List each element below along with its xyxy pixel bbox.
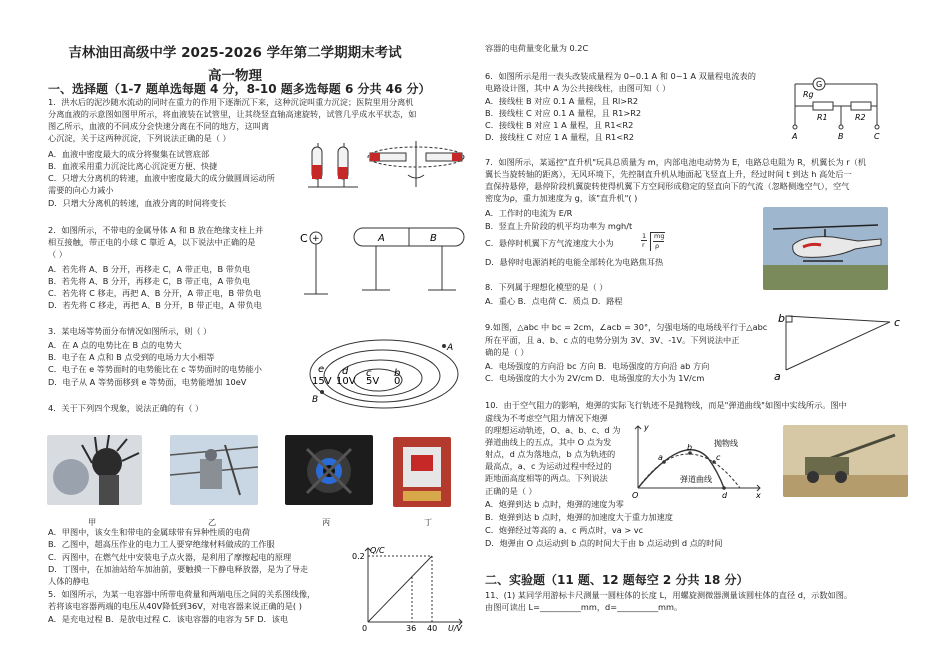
caption-yi: 乙 <box>208 517 217 527</box>
q1-stem-line: 图乙所示，血液的不同成分会快速分离在不同的地方，这叫离 <box>48 121 270 131</box>
x-axis-label: U/V <box>448 624 463 632</box>
q6-option: C．接线柱 B 对应 1 A 量程，且 R1<R2 <box>485 120 634 130</box>
q4-option: B．乙图中，超高压作业的电力工人要穿绝缘材料做成的工作服 <box>48 539 275 549</box>
q9-option: C．电场强度的大小为 2V/cm D．电场强度的大小为 1V/cm <box>485 373 705 383</box>
q11-stem-line: 由图可读出 L=__________mm，d=__________mm。 <box>485 602 683 612</box>
label-0v: 0 <box>394 376 401 387</box>
point-a-label: a <box>658 453 663 462</box>
q10-option: C．炮弹经过等高的 a、c 两点时，va > vc <box>485 525 644 535</box>
galvanometer-label: G <box>816 80 823 89</box>
q2-stem-line: （ ） <box>48 249 67 259</box>
point-d-label: d <box>722 491 728 500</box>
q7-option: C．悬停时机翼下方气流速度大小为 <box>485 238 614 248</box>
q7-option: D．悬停时电源消耗的电能全部转化为电路焦耳热 <box>485 257 664 267</box>
label-c: C <box>300 232 308 245</box>
terminal-c: C <box>874 132 880 141</box>
q1-stem-line: 1．洪水后的泥沙随水流动的同时在重力的作用下逐渐沉下来，这种沉淀叫重力沉淀；医院里用分离机 <box>48 97 414 107</box>
label-b: b <box>394 368 401 379</box>
triangle-figure <box>770 308 910 384</box>
q10-stem-line: 的理想运动轨迹，O、a、b、c、d 为 <box>485 425 621 435</box>
point-c-label: c <box>716 453 721 462</box>
q1-option: 需要的向心力减小 <box>48 185 114 195</box>
equipotential-figure <box>304 328 464 410</box>
q2-stem-line: 相互接触，带正电的小球 C 靠近 A，以下说法中正确的是 <box>48 237 256 247</box>
q3-option: A．在 A 点的电势比在 B 点的电势大 <box>48 340 182 350</box>
vertex-b: b <box>778 312 785 325</box>
q8-option: A．重心 B．点电荷 C．质点 D．路程 <box>485 296 623 306</box>
q10-stem-line: 弹道曲线上的五点，其中 O 点为发 <box>485 437 612 447</box>
q8-stem-line: 8．下列属于理想化模型的是（ ） <box>485 282 608 292</box>
q2-option: B．若先将 A、B 分开，再移走 C，B 带正电，A 带负电 <box>48 276 251 286</box>
x-tick: 0 <box>362 624 368 632</box>
q4-option: 人体的静电 <box>48 576 89 586</box>
label-c: c <box>366 368 372 379</box>
point-a <box>442 344 446 348</box>
q2-option: D．若先将 C 移走，再把 A、B 分开，B 带正电，A 带负电 <box>48 300 262 310</box>
q1-option: B．血液采用重力沉淀比离心沉淀更方便、快捷 <box>48 161 218 171</box>
q1-stem-line: 心沉淀，关于这两种沉淀，下列说法正确的是（ ） <box>48 133 231 143</box>
q7-frac-bot: ρ <box>655 242 660 250</box>
q7-option: A．工作时的电流为 E/R <box>485 208 573 218</box>
q7-stem-line: 7．如图所示，某遥控"直升机"玩具总质量为 m，内部电池电动势为 E，电路总电阻为 R，机翼长为 r（机 <box>485 157 867 167</box>
trajectory-figure <box>628 422 766 500</box>
q3-option: D．电子从 A 等势面移到 e 等势面，电势能增加 10eV <box>48 377 247 387</box>
q10-option: B．炮弹到达 b 点时，炮弹的加速度大于重力加速度 <box>485 512 673 522</box>
terminal-b: B <box>838 132 844 141</box>
label-B: B <box>312 395 319 405</box>
q10-stem-line: 正确的是（ ） <box>485 486 537 496</box>
photo-yi <box>170 435 258 505</box>
q5-stem-line: 若将该电容器两端的电压从40V降低到36V，对电容器来说正确的是( ) <box>48 601 302 611</box>
centrifuge-figure <box>308 135 468 193</box>
q10-stem-line: 虚线为不考虑空气阻力情况下炮弹 <box>485 413 608 423</box>
q1-option: C．只增大分离机的转速，血液中密度最大的成分做圆周运动所 <box>48 173 275 183</box>
q3-option: B．电子在 A 点和 B 点受到的电场力大小相等 <box>48 352 215 362</box>
terminal-a: A <box>792 132 798 141</box>
label-plus: + <box>312 234 320 244</box>
label-5v: 5V <box>366 376 380 387</box>
point-b <box>320 390 324 394</box>
q6-option: D．接线柱 C 对应 1 A 量程，且 R1<R2 <box>485 132 634 142</box>
q7-stem-line: 密度为ρ，重力加速度为 g，该"直升机"( ) <box>485 193 638 203</box>
q6-option: B．接线柱 C 对应 0.1 A 量程，且 R1>R2 <box>485 108 642 118</box>
q4-stem-line: 4．关于下列四个现象，说法正确的有（ ） <box>48 403 204 413</box>
q2-option: C．若先将 C 移走，再把 A、B 分开，A 带正电，B 带负电 <box>48 288 262 298</box>
y-tick: 0.2 <box>352 552 365 561</box>
q3-stem-line: 3．某电场等势面分布情况如图所示，则（ ） <box>48 326 212 336</box>
label-a: A <box>378 233 385 244</box>
q10-stem-line: 最高点，a、c 为运动过程中经过的 <box>485 461 612 471</box>
q1-option: A．血液中密度最大的成分将聚集在试管底部 <box>48 149 210 159</box>
label-rg: Rg <box>803 90 814 99</box>
vertex-a: a <box>774 370 781 383</box>
exam-title: 吉林油田高级中学 2025-2026 学年第二学期期末考试 <box>68 45 402 61</box>
q7-frac-top: mg <box>654 232 665 240</box>
point-b-label: b <box>687 443 693 452</box>
label-A: A <box>447 343 454 353</box>
q7-stem-line: 直保持悬停，悬停阶段机翼旋转使得机翼下方空间形成稳定的竖直向下的气流（忽略侧逸空气），空气 <box>485 181 850 191</box>
q7-stem-line: 翼长当旋转轴的距离），无风环境下，先控制直升机从地面起飞竖直上升，经过时间 t 到达 h 高处后一 <box>485 169 852 179</box>
q9-stem-line: 确的是（ ） <box>485 347 529 357</box>
ammeter-circuit <box>785 70 903 142</box>
q5-stem-line: A．是充电过程 B．是放电过程 C．该电容器的电容为 5F D．该电 <box>48 614 289 624</box>
q4-option: A．甲图中，该女生和带电的金属球带有异种性质的电荷 <box>48 527 251 537</box>
q4-option: C．丙图中，在燃气灶中安装电子点火器，是利用了摩擦起电的原理 <box>48 552 292 562</box>
photo-ding <box>393 437 451 507</box>
ballistic-label: 弹道曲线 <box>680 475 712 484</box>
qu-graph <box>350 542 468 632</box>
q9-stem-line: 9.如图，△abc 中 bc = 2cm，∠acb = 30°，匀强电场的电场线平行于△abc <box>485 322 768 332</box>
label-10v: 10V <box>336 376 356 387</box>
y-axis-label: y <box>644 423 649 432</box>
q10-option: A．炮弹到达 b 点时，炮弹的速度为零 <box>485 499 624 509</box>
exam-subject: 高一物理 <box>208 68 262 84</box>
q3-option: C．电子在 e 等势面时的电势能比在 c 等势面时的电势能小 <box>48 364 262 374</box>
q6-stem-line: 电路设计图，其中 A 为公共接线柱，由图可知（ ） <box>485 83 671 93</box>
artillery-photo <box>783 425 908 497</box>
label-e: e <box>318 364 325 375</box>
label-b: B <box>430 233 437 244</box>
section-heading-experiment: 二、实验题（11 题、12 题每空 2 分共 18 分） <box>485 573 749 587</box>
photo-jia <box>47 435 142 505</box>
q10-stem-line: 10．由于空气阻力的影响，炮弹的实际飞行轨迹不是抛物线，而是"弹道曲线"如图中实线所示。图中 <box>485 400 847 410</box>
caption-bing: 丙 <box>322 517 331 527</box>
q5-continuation: 容器的电荷量变化量为 0.2C <box>485 43 589 53</box>
q10-stem-line: 距地面高度相等的两点。下列说法 <box>485 473 608 483</box>
q9-option: A．电场强度的方向沿 bc 方向 B．电场强度的方向沿 ab 方向 <box>485 361 710 371</box>
y-axis-label: Q/C <box>370 546 385 555</box>
helicopter-photo <box>763 207 888 290</box>
origin-label: O <box>632 491 639 500</box>
caption-jia: 甲 <box>88 517 97 527</box>
q7-frac-pre: 1 <box>642 232 647 240</box>
q10-option: D．炮弹由 O 点运动到 b 点的时间大于由 b 点运动到 d 点的时间 <box>485 538 723 548</box>
parabola-label: 抛物线 <box>714 439 738 448</box>
label-15v: 15V <box>312 376 332 387</box>
q1-stem-line: 分离血液的示意图如图甲所示，将血液装在试管里，让其绕竖直轴高速旋转，试管几乎成水平状态，如 <box>48 109 417 119</box>
section-heading-choice: 一、选择题（1-7 题单选每题 4 分，8-10 题多选每题 6 分共 46 分） <box>48 82 431 96</box>
q2-option: A．若先将 A、B 分开，再移走 C，A 带正电，B 带负电 <box>48 264 251 274</box>
q5-stem-line: 5．如图所示，为某一电容器中所带电荷量和两端电压之间的关系图线像， <box>48 589 316 599</box>
label-r2: R2 <box>855 113 866 122</box>
q10-stem-line: 射点，d 点为落地点，b 点为轨迹的 <box>485 449 616 459</box>
caption-ding: 丁 <box>424 517 433 527</box>
q2-stem-line: 2．如图所示，不带电的金属导体 A 和 B 放在绝缘支柱上并 <box>48 225 264 235</box>
q4-option: D．丁图中，在加油站给车加油前，要触摸一下静电释放器，是为了导走 <box>48 564 309 574</box>
x-tick: 36 <box>406 624 417 632</box>
q7-option: B．竖直上升阶段的机平均功率为 mgh/t <box>485 221 633 231</box>
label-d: d <box>342 366 349 377</box>
label-r1: R1 <box>817 113 828 122</box>
vertex-c: c <box>894 316 901 329</box>
q7-frac-pre-bot: r <box>642 241 645 249</box>
photo-bing <box>285 435 373 505</box>
q11-stem-line: 11、(1) 某同学用游标卡尺测量一圆柱体的长度 L，用螺旋测微器测量该圆柱体的直径 d，示数如图。 <box>485 590 853 600</box>
q6-stem-line: 6．如图所示是用一表头改装成量程为 0~0.1 A 和 0~1 A 双量程电流表的 <box>485 71 756 81</box>
x-tick: 40 <box>427 624 438 632</box>
q6-option: A．接线柱 B 对应 0.1 A 量程，且 Rl>R2 <box>485 96 639 106</box>
q1-option: D．只增大分离机的转速，血液分离的时间将变长 <box>48 198 227 208</box>
q9-stem-line: 所在平面，且 a、b、c 点的电势分别为 3V、3V、-1V。下列说法中正 <box>485 335 740 345</box>
conductor-figure <box>296 224 472 302</box>
x-axis-label: x <box>756 491 761 500</box>
